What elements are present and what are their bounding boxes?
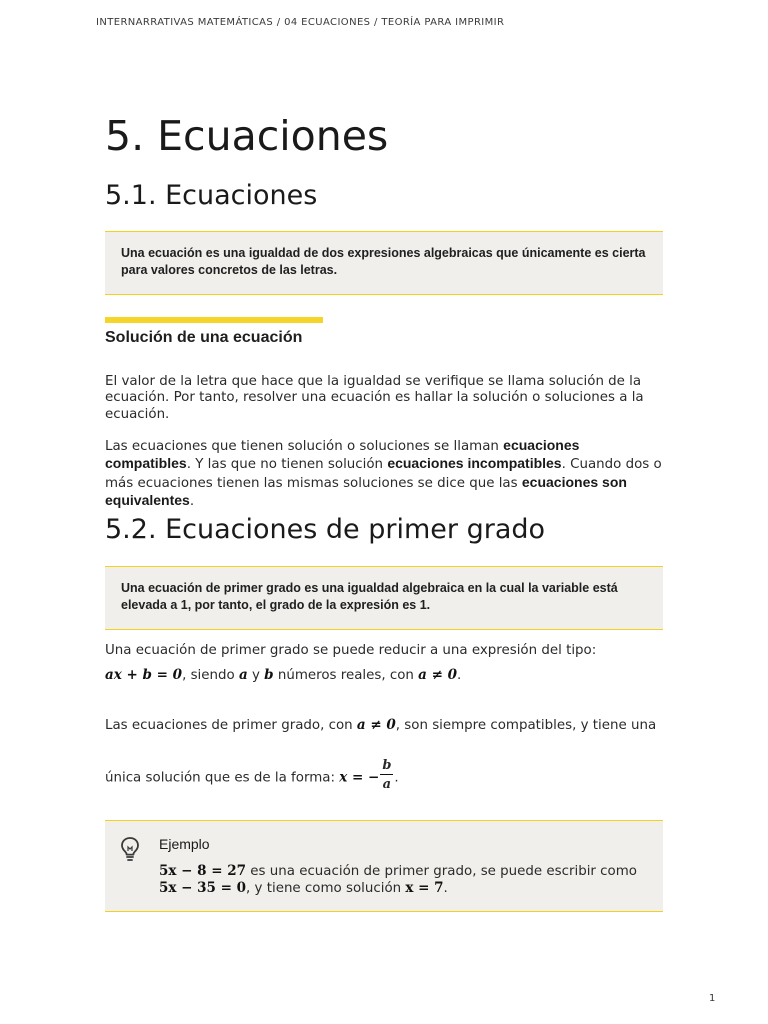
breadcrumb: INTERNARRATIVAS MATEMÁTICAS / 04 ECUACIONES / TEORÍA PARA IMPRIMIR xyxy=(96,17,505,28)
math-var-a: a xyxy=(238,667,248,683)
math-var-b: b xyxy=(264,667,274,683)
term-equivalentes: ecuaciones son equivalentes xyxy=(105,473,627,509)
fraction xyxy=(380,758,393,793)
paragraph-solution-form xyxy=(105,760,399,795)
math-equation: 5x − 8 = 27 xyxy=(159,863,247,879)
example-body xyxy=(159,863,649,897)
text-run: y xyxy=(247,668,265,683)
paragraph-reduce: Una ecuación de primer grado se puede reducir a una expresión del tipo: xyxy=(105,643,597,658)
text-run: , son siempre compatibles, y tiene una xyxy=(395,718,657,733)
math-expression: ax + b = 0 xyxy=(105,667,183,683)
definition-callout xyxy=(105,566,663,630)
text-run: . xyxy=(443,881,448,896)
fraction-denominator: a xyxy=(382,777,392,792)
fraction-numerator: b xyxy=(382,758,392,773)
paragraph-compatible xyxy=(105,437,665,511)
example-callout xyxy=(105,820,663,912)
paragraph-solution: El valor de la letra que hace que la igualdad se verifique se llama solución de la ecuación. Por tanto, resolver una ecuación es hallar la solución o soluciones a la ecuación. xyxy=(105,374,644,422)
paragraph-compatibles xyxy=(105,717,665,734)
lightbulb-icon xyxy=(119,836,141,862)
text-run: . xyxy=(394,770,399,786)
page-title: 5. Ecuaciones xyxy=(105,112,389,160)
text-run: . xyxy=(189,494,195,510)
section-heading-5-2: 5.2. Ecuaciones de primer grado xyxy=(105,514,546,545)
page-number: 1 xyxy=(709,993,716,1004)
math-solution: x = 7 xyxy=(405,880,444,896)
example-title: Ejemplo xyxy=(159,836,210,852)
definition-text: Una ecuación es una igualdad de dos expresiones algebraicas que únicamente es cierta para valores concretos de las letras. xyxy=(121,246,646,277)
math-lhs: x = − xyxy=(339,769,380,786)
section-heading-5-1: 5.1. Ecuaciones xyxy=(105,180,318,211)
math-condition: a ≠ 0 xyxy=(418,667,458,683)
text-run: única solución que es de la forma: xyxy=(105,770,340,786)
text-run: números reales, con xyxy=(273,668,419,683)
text-run: . Cuando dos o más ecuaciones tienen las mismas soluciones se dice que las xyxy=(105,457,662,491)
text-run: , siendo xyxy=(182,668,239,683)
text-run: es una ecuación de primer grado, se puede escribir como xyxy=(246,864,637,879)
subheading-solucion: Solución de una ecuación xyxy=(105,329,303,346)
math-condition: a ≠ 0 xyxy=(356,717,396,733)
paragraph-general-form xyxy=(105,667,665,684)
math-equation: 5x − 35 = 0 xyxy=(159,880,247,896)
term-compatibles: ecuaciones compatibles xyxy=(105,437,580,472)
definition-text: Una ecuación de primer grado es una igualdad algebraica en la cual la variable está elevada a 1, por tanto, el grado de la expresión es 1. xyxy=(121,581,618,612)
text-run: . xyxy=(457,668,462,683)
term-incompatibles: ecuaciones incompatibles xyxy=(387,455,562,472)
text-run: Las ecuaciones que tienen solución o soluciones se llaman xyxy=(105,439,504,454)
text-run: . Y las que no tienen solución xyxy=(186,457,388,473)
subheading-accent-bar xyxy=(105,317,323,323)
text-run: , y tiene como solución xyxy=(246,881,406,896)
definition-callout xyxy=(105,231,663,295)
text-run: Las ecuaciones de primer grado, con xyxy=(105,718,357,733)
